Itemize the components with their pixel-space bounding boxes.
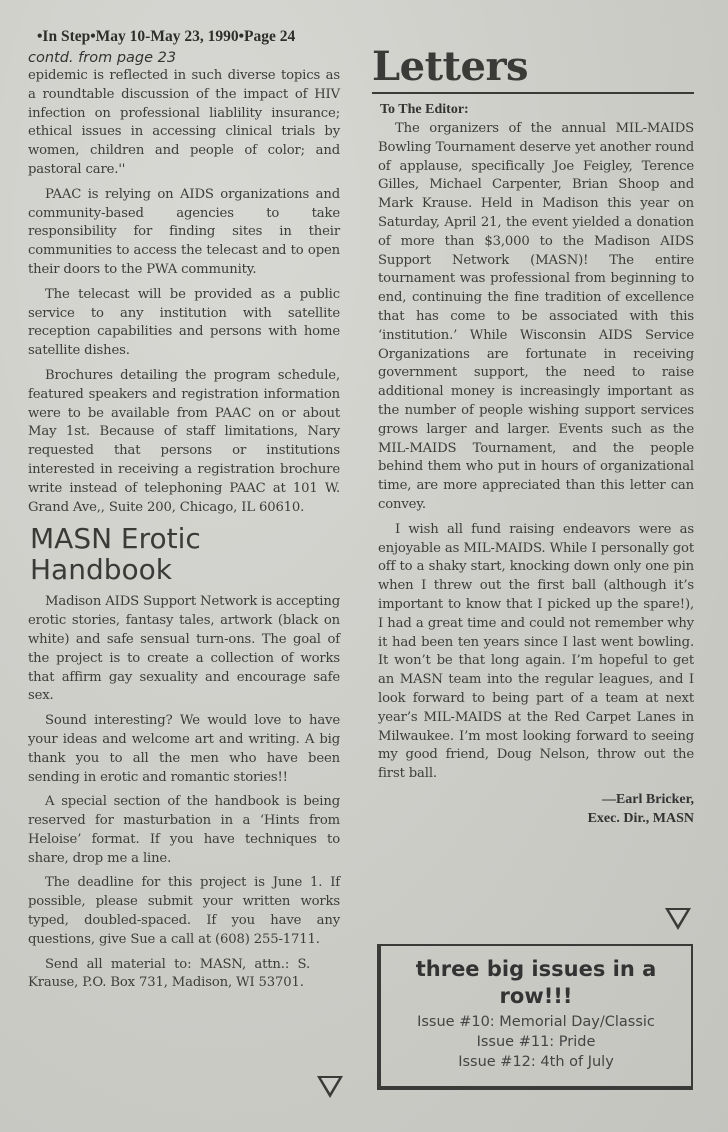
masn-paragraph: Madison AIDS Support Network is accepting erotic stories, fantasy tales, artwork (black on white) and safe sensual turn-ons. The goal of the project is to create a collection of works that affirm gay sexuality and encourage safe sex. [28,594,340,704]
signature-name: —Earl Bricker, [601,791,694,807]
promo-line: Issue #10: Memorial Day/Classic [417,1014,655,1030]
triangle-down-icon [665,908,691,930]
heading-rule [372,92,694,94]
promo-line: Issue #12: 4th of July [458,1054,614,1070]
promo-box [377,944,693,1090]
promo-line: Issue #11: Pride [476,1034,596,1050]
masn-paragraph: A special section of the handbook is being reserved for masturbation in a ‘Hints from Heloise’ format. If you have techniques to share, drop me a line. [28,794,340,866]
letters-heading: Letters [372,43,529,90]
triangle-down-icon [317,1076,343,1098]
masn-paragraph: Send all material to: MASN, attn.: S. Krause, P.O. Box 731, Madison, WI 53701. [28,956,310,991]
promo-title: three big issues in a row!!! [415,957,657,1008]
masn-paragraph: Sound interesting? We would love to have your ideas and welcome art and writing. A big thank you to all the men who have been sending in erotic and romantic stories!! [28,713,340,785]
article-paragraph: PAAC is relying on AIDS organizations and community-based agencies to take responsibility for finding sites in their communities to access the telecast and to open their doors to the PWA community. [28,186,340,277]
article-paragraph: The telecast will be provided as a public service to any institution with satellite reception capabilities and persons with home satellite dishes. [28,286,340,359]
letter-paragraph: I wish all fund raising endeavors were as enjoyable as MIL-MAIDS. While I personally got off to a shaky start, knocking down only one pin when I threw out the first ball (although it’s important to know that I picked up the spare!), I had a great time and could not remember why it had been ten years since I last went bowling. It won’t be that long again. I’m hopeful to get an MASN team into the regular leagues, and I look forward to being part of a team at next year’s MIL-MAIDS at the Red Carpet Lanes in Milwaukee. I’m most looking forward to seeing my good friend, Doug Nelson, throw out the first ball. [378,521,694,782]
masn-heading-line2: Handbook [30,553,172,587]
article-paragraph: epidemic is reflected in such diverse topics as a roundtable discussion of the impact of HIV infection on professional liablility insurance; ethical issues in accessing clinical trials by women, children and people of color; and pastoral care.'' [28,68,340,177]
running-head: •In Step•May 10-May 23, 1990•Page 24 [37,28,296,45]
article-paragraph: Brochures detailing the program schedule, featured speakers and registration information were to be available from PAAC on or about May 1st. Because of staff limitations, Nary requested that persons or institutions interested in receiving a registration brochure write instead of telephoning PAAC at 101 W. Grand Ave,, Suite 200, Chicago, IL 60610. [28,367,340,515]
left-column [28,50,340,999]
signature-title: Exec. Dir., MASN [587,810,694,826]
right-column [372,43,694,828]
masn-heading [30,523,340,585]
masn-paragraph: The deadline for this project is June 1. If possible, please submit your written works typed, doubled-spaced. If you have any questions, give Sue a call at (608) 255-1711. [28,875,340,947]
continued-label: contd. from page 23 [28,50,177,66]
salutation: To The Editor: [380,102,469,117]
masn-heading-line1: MASN Erotic [30,522,201,556]
letter-paragraph: The organizers of the annual MIL-MAIDS Bowling Tournament deserve yet another round of applause, specifically Joe Feigley, Terence Gilles, Michael Carpenter, Brian Shoop and Mark Krause. Held in Madison this year on Saturday, April 21, the event yielded a donation of more than $3,000 to the Madison AIDS Support Network (MASN)! The entire tournament was professional from beginning to end, continuing the fine tradition of excellence that has come to be associated with this ‘institution.’ While Wisconsin AIDS Service Organizations are fortunate in receiving government support, the need to raise additional money is increasingly important as the number of people wishing support services grows larger and larger. Events such as the MIL-MAIDS Tournament, and the people behind them who put in hours of organizational time, are more appreciated than this letter can convey. [378,121,694,512]
